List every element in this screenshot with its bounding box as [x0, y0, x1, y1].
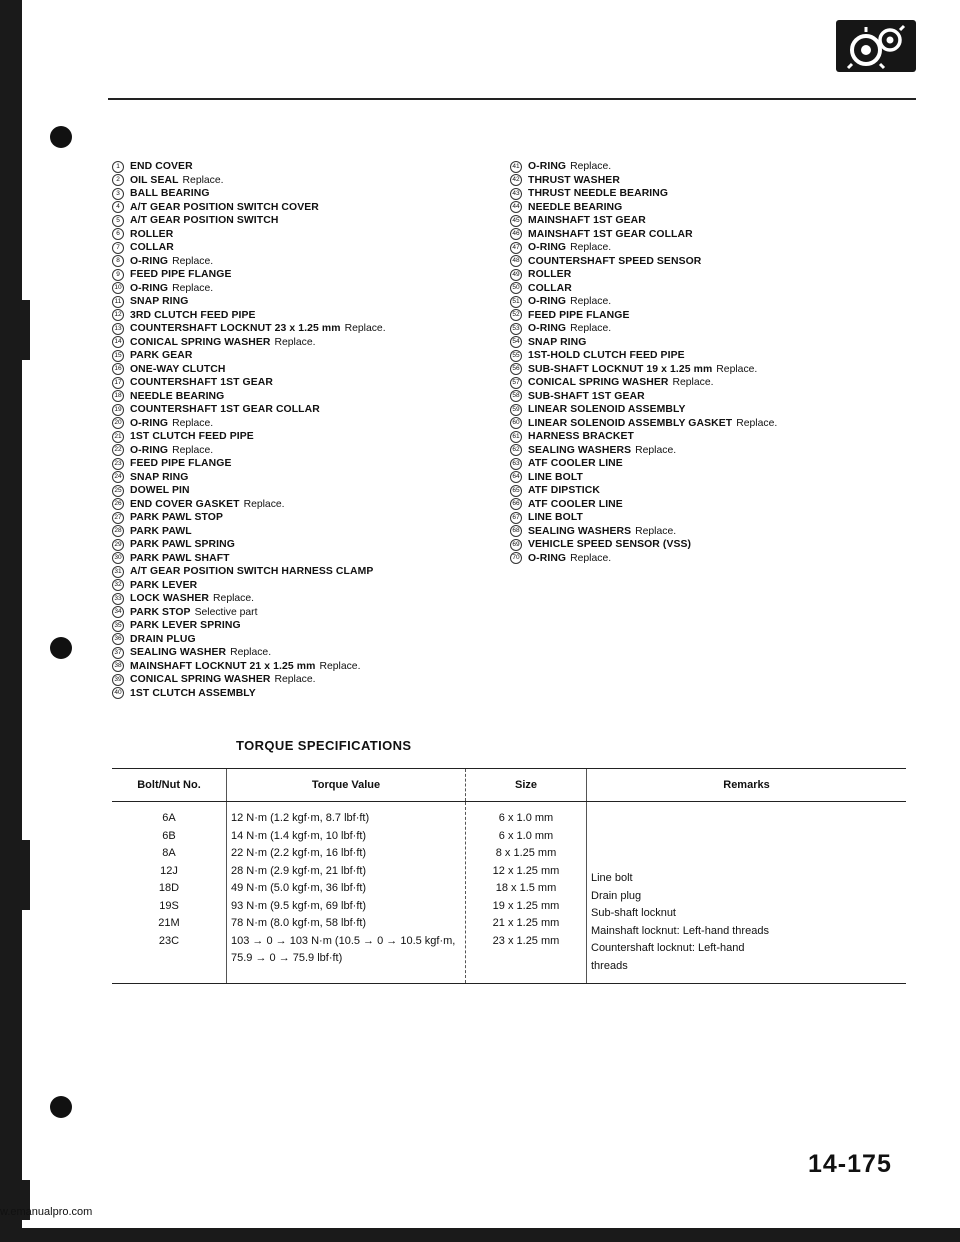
part-number-badge: 14 [112, 336, 124, 348]
part-name: DOWEL PIN [130, 485, 190, 496]
part-number-badge: 22 [112, 444, 124, 456]
part-name: SNAP RING [130, 471, 189, 483]
part-item [510, 417, 910, 431]
part-number-badge: 60 [510, 417, 522, 429]
part-item [510, 214, 910, 228]
part-name: PARK PAWL SPRING [130, 539, 235, 550]
part-name: ATF COOLER LINE [528, 458, 623, 469]
part-number-badge: 66 [510, 498, 522, 510]
part-item [510, 390, 910, 404]
part-number-badge: 32 [112, 579, 124, 591]
part-name: ATF DIPSTICK [528, 485, 601, 496]
part-note: Replace. [243, 498, 285, 510]
part-item [510, 309, 910, 323]
part-note: Replace. [716, 363, 758, 375]
part-item [510, 228, 910, 242]
part-item [112, 255, 512, 269]
torque-value: 14 N·m (1.4 kgf·m, 10 lbf·ft) [231, 829, 367, 842]
header-rule [108, 98, 916, 100]
part-item [112, 403, 512, 417]
part-name: NEEDLE BEARING [130, 390, 225, 402]
part-number-badge: 33 [112, 593, 124, 605]
part-number-badge: 59 [510, 404, 522, 416]
bolt-size: 21 x 1.25 mm [492, 917, 560, 929]
part-name: SEALING WASHERS [528, 525, 632, 537]
part-name: O-RING [528, 296, 567, 307]
part-name: ROLLER [528, 269, 572, 280]
part-note: Replace. [570, 242, 612, 253]
part-name: THRUST NEEDLE BEARING [528, 188, 669, 199]
part-number-badge: 19 [112, 404, 124, 416]
part-number-badge: 65 [510, 485, 522, 497]
part-item [112, 552, 512, 566]
part-number-badge: 57 [510, 377, 522, 389]
part-item [112, 376, 512, 390]
part-name: CONICAL SPRING WASHER [528, 377, 669, 388]
part-name: DRAIN PLUG [130, 633, 196, 645]
bottom-scan-strip [0, 1228, 960, 1242]
site-link[interactable]: w.emanualpro.com [0, 1206, 93, 1218]
torque-value: 103 → 0 → 103 N·m (10.5 → 0 → 10.5 kgf·m, [231, 934, 456, 947]
part-item [510, 376, 910, 390]
part-name: SUB-SHAFT 1ST GEAR [528, 390, 645, 402]
part-name: SUB-SHAFT LOCKNUT 19 x 1.25 mm [528, 363, 713, 375]
part-note: Replace. [672, 377, 714, 388]
part-name: 1ST CLUTCH FEED PIPE [130, 431, 254, 442]
torque-value: 28 N·m (2.9 kgf·m, 21 lbf·ft) [231, 864, 367, 877]
part-number-badge: 1 [112, 161, 124, 173]
part-item [510, 403, 910, 417]
part-name: A/T GEAR POSITION SWITCH HARNESS CLAMP [130, 566, 374, 577]
part-number-badge: 4 [112, 201, 124, 213]
part-name: A/T GEAR POSITION SWITCH [130, 215, 279, 226]
part-name: COLLAR [528, 282, 572, 294]
part-number-badge: 11 [112, 296, 124, 308]
part-number-badge: 63 [510, 458, 522, 470]
part-name: 1ST CLUTCH ASSEMBLY [130, 687, 256, 699]
part-number-badge: 20 [112, 417, 124, 429]
part-number-badge: 34 [112, 606, 124, 618]
part-number-badge: 23 [112, 458, 124, 470]
part-item [112, 525, 512, 539]
part-number-badge: 40 [112, 687, 124, 699]
part-number-badge: 70 [510, 552, 522, 564]
part-name: FEED PIPE FLANGE [130, 458, 232, 469]
bolt-number: 6B [162, 829, 176, 842]
part-number-badge: 44 [510, 201, 522, 213]
bolt-number: 19S [159, 899, 179, 912]
part-number-badge: 5 [112, 215, 124, 227]
torque-value: 78 N·m (8.0 kgf·m, 58 lbf·ft) [231, 917, 367, 929]
part-name: SEALING WASHER [130, 647, 227, 658]
part-number-badge: 64 [510, 471, 522, 483]
part-number-badge: 58 [510, 390, 522, 402]
part-number-badge: 31 [112, 566, 124, 578]
part-number-badge: 8 [112, 255, 124, 267]
part-item [510, 471, 910, 485]
part-note: Replace. [635, 525, 677, 537]
part-item [112, 498, 512, 512]
part-name: O-RING [130, 255, 169, 267]
part-name: NEEDLE BEARING [528, 201, 623, 213]
part-item [510, 511, 910, 525]
part-name: HARNESS BRACKET [528, 431, 634, 442]
part-note: Replace. [172, 417, 214, 429]
part-item [112, 336, 512, 350]
torque-spec-table [112, 768, 906, 984]
part-note: Replace. [213, 593, 255, 604]
part-name: END COVER GASKET [130, 498, 240, 510]
parts-list-right [510, 160, 910, 565]
part-number-badge: 43 [510, 188, 522, 200]
part-name: END COVER [130, 161, 193, 172]
part-name: ATF COOLER LINE [528, 498, 623, 510]
bolt-size: 8 x 1.25 mm [495, 847, 557, 859]
parts-list-left [112, 160, 512, 700]
part-note: Selective part [194, 606, 258, 618]
bolt-number: 6A [162, 812, 176, 824]
part-item [112, 187, 512, 201]
part-number-badge: 61 [510, 431, 522, 443]
scan-punch-mark [50, 126, 72, 148]
part-number-badge: 39 [112, 674, 124, 686]
remarks-cell [587, 802, 907, 984]
part-name: OIL SEAL [130, 174, 179, 186]
part-number-badge: 25 [112, 485, 124, 497]
part-item [112, 619, 512, 633]
part-name: 3RD CLUTCH FEED PIPE [130, 309, 256, 321]
part-name: PARK LEVER SPRING [130, 620, 241, 631]
part-name: O-RING [130, 417, 169, 429]
part-item [112, 565, 512, 579]
part-item [510, 444, 910, 458]
page-number: 14-175 [808, 1150, 892, 1178]
part-name: A/T GEAR POSITION SWITCH COVER [130, 201, 319, 213]
part-name: VEHICLE SPEED SENSOR (VSS) [528, 539, 692, 550]
part-number-badge: 48 [510, 255, 522, 267]
part-item [112, 214, 512, 228]
torque-value: 75.9 → 0 → 75.9 lbf·ft) [231, 952, 343, 964]
part-number-badge: 38 [112, 660, 124, 672]
part-item [112, 673, 512, 687]
part-note: Replace. [570, 323, 612, 334]
part-item [112, 592, 512, 606]
part-name: 1ST-HOLD CLUTCH FEED PIPE [528, 350, 685, 361]
part-name: MAINSHAFT 1ST GEAR [528, 215, 646, 226]
part-name: LINE BOLT [528, 512, 583, 523]
table-header-row [112, 769, 906, 802]
part-number-badge: 10 [112, 282, 124, 294]
part-name: LINEAR SOLENOID ASSEMBLY [528, 404, 686, 415]
part-item [112, 282, 512, 296]
part-name: O-RING [528, 242, 567, 253]
part-number-badge: 69 [510, 539, 522, 551]
part-name: MAINSHAFT 1ST GEAR COLLAR [528, 228, 693, 240]
bolt-size: 6 x 1.0 mm [498, 829, 554, 842]
section-title: TORQUE SPECIFICATIONS [236, 738, 412, 753]
scan-punch-mark [50, 637, 72, 659]
part-item [112, 268, 512, 282]
part-item [112, 444, 512, 458]
remark-line: Countershaft locknut: Left-hand [591, 942, 745, 954]
part-number-badge: 41 [510, 161, 522, 173]
part-item [510, 430, 910, 444]
part-item [112, 309, 512, 323]
part-item [112, 606, 512, 620]
transmission-gears-icon [836, 20, 916, 72]
part-item [112, 687, 512, 701]
binding-notch [0, 840, 30, 910]
part-note: Replace. [172, 255, 214, 267]
part-item [510, 295, 910, 309]
part-number-badge: 50 [510, 282, 522, 294]
part-number-badge: 13 [112, 323, 124, 335]
bolt-size: 12 x 1.25 mm [492, 864, 560, 877]
remark-line: Drain plug [591, 889, 642, 902]
part-item [510, 363, 910, 377]
part-number-badge: 36 [112, 633, 124, 645]
part-item [510, 160, 910, 174]
part-number-badge: 26 [112, 498, 124, 510]
bolt-cell [112, 802, 227, 984]
part-number-badge: 18 [112, 390, 124, 402]
part-number-badge: 35 [112, 620, 124, 632]
part-name: O-RING [528, 552, 567, 564]
part-item [112, 511, 512, 525]
torque-value: 22 N·m (2.2 kgf·m, 16 lbf·ft) [231, 847, 367, 859]
part-item [112, 160, 512, 174]
part-item [112, 417, 512, 431]
part-item [112, 174, 512, 188]
scan-punch-mark [50, 1096, 72, 1118]
part-item [112, 295, 512, 309]
part-name: LINE BOLT [528, 471, 583, 483]
col-header-size: Size [466, 769, 587, 802]
remark-line: Line bolt [591, 872, 633, 884]
part-name: COLLAR [130, 242, 174, 253]
part-item [510, 241, 910, 255]
part-name: CONICAL SPRING WASHER [130, 336, 271, 348]
part-item [510, 255, 910, 269]
part-number-badge: 62 [510, 444, 522, 456]
torque-value: 12 N·m (1.2 kgf·m, 8.7 lbf·ft) [231, 812, 370, 824]
part-item [510, 187, 910, 201]
part-name: SNAP RING [528, 336, 587, 348]
part-item [510, 525, 910, 539]
bolt-number: 18D [158, 882, 180, 894]
part-item [510, 349, 910, 363]
part-note: Replace. [172, 282, 214, 294]
part-name: SEALING WASHERS [528, 444, 632, 456]
part-item [112, 538, 512, 552]
part-note: Replace. [274, 674, 316, 685]
torque-value: 49 N·m (5.0 kgf·m, 36 lbf·ft) [231, 882, 367, 894]
part-name: PARK PAWL STOP [130, 512, 224, 523]
part-item [112, 430, 512, 444]
part-item [510, 484, 910, 498]
part-item [510, 498, 910, 512]
part-name: O-RING [130, 444, 169, 456]
part-item [510, 268, 910, 282]
part-number-badge: 67 [510, 512, 522, 524]
part-name: O-RING [130, 282, 169, 294]
binding-strip [0, 0, 22, 1242]
bolt-number: 23C [158, 934, 180, 947]
part-number-badge: 46 [510, 228, 522, 240]
col-header-remarks: Remarks [587, 769, 907, 802]
part-number-badge: 9 [112, 269, 124, 281]
bolt-number: 8A [162, 847, 176, 859]
part-number-badge: 7 [112, 242, 124, 254]
col-header-torque: Torque Value [227, 769, 466, 802]
part-number-badge: 30 [112, 552, 124, 564]
part-name: PARK PAWL SHAFT [130, 552, 230, 564]
part-note: Replace. [570, 161, 612, 172]
part-number-badge: 16 [112, 363, 124, 375]
part-name: PARK GEAR [130, 350, 193, 361]
part-name: COUNTERSHAFT LOCKNUT 23 x 1.25 mm [130, 323, 341, 334]
part-name: ROLLER [130, 228, 174, 240]
part-item [112, 322, 512, 336]
part-name: O-RING [528, 161, 567, 172]
part-name: ONE-WAY CLUTCH [130, 363, 226, 375]
part-item [510, 336, 910, 350]
part-number-badge: 27 [112, 512, 124, 524]
part-number-badge: 68 [510, 525, 522, 537]
remark-line: threads [591, 959, 628, 972]
part-item [112, 241, 512, 255]
part-name: COUNTERSHAFT 1ST GEAR COLLAR [130, 404, 320, 415]
bolt-size: 23 x 1.25 mm [492, 934, 560, 947]
remark-line: Sub-shaft locknut [591, 907, 676, 919]
part-number-badge: 6 [112, 228, 124, 240]
part-name: SNAP RING [130, 296, 189, 307]
part-item [112, 201, 512, 215]
part-note: Replace. [570, 552, 612, 564]
part-item [112, 579, 512, 593]
part-number-badge: 29 [112, 539, 124, 551]
part-number-badge: 28 [112, 525, 124, 537]
part-name: FEED PIPE FLANGE [130, 269, 232, 280]
size-cell [466, 802, 587, 984]
part-note: Replace. [182, 174, 224, 186]
part-item [112, 349, 512, 363]
part-note: Replace. [274, 336, 316, 348]
part-number-badge: 2 [112, 174, 124, 186]
part-name: BALL BEARING [130, 188, 210, 199]
part-number-badge: 21 [112, 431, 124, 443]
part-number-badge: 51 [510, 296, 522, 308]
part-number-badge: 42 [510, 174, 522, 186]
torque-value: 93 N·m (9.5 kgf·m, 69 lbf·ft) [231, 899, 367, 912]
part-item [510, 552, 910, 566]
part-name: FEED PIPE FLANGE [528, 309, 630, 321]
part-number-badge: 15 [112, 350, 124, 362]
part-item [112, 633, 512, 647]
part-number-badge: 52 [510, 309, 522, 321]
part-item [112, 646, 512, 660]
part-name: PARK LEVER [130, 579, 198, 591]
part-item [510, 538, 910, 552]
part-name: LOCK WASHER [130, 593, 210, 604]
part-note: Replace. [344, 323, 386, 334]
part-item [510, 322, 910, 336]
part-item [510, 174, 910, 188]
part-name: O-RING [528, 323, 567, 334]
part-number-badge: 53 [510, 323, 522, 335]
part-note: Replace. [570, 296, 612, 307]
part-item [112, 390, 512, 404]
part-name: MAINSHAFT LOCKNUT 21 x 1.25 mm [130, 660, 316, 672]
part-number-badge: 37 [112, 647, 124, 659]
part-number-badge: 3 [112, 188, 124, 200]
part-number-badge: 24 [112, 471, 124, 483]
part-name: PARK STOP [130, 606, 191, 618]
part-number-badge: 17 [112, 377, 124, 389]
part-number-badge: 54 [510, 336, 522, 348]
part-number-badge: 45 [510, 215, 522, 227]
bolt-size: 18 x 1.5 mm [495, 882, 557, 894]
part-name: CONICAL SPRING WASHER [130, 674, 271, 685]
part-number-badge: 55 [510, 350, 522, 362]
bolt-size: 19 x 1.25 mm [492, 899, 560, 912]
part-item [510, 457, 910, 471]
part-item [112, 457, 512, 471]
part-number-badge: 49 [510, 269, 522, 281]
col-header-bolt: Bolt/Nut No. [112, 769, 227, 802]
part-note: Replace. [635, 444, 677, 456]
part-item [112, 484, 512, 498]
table-row [112, 802, 906, 984]
bolt-number: 12J [160, 864, 178, 877]
part-note: Replace. [319, 660, 361, 672]
bolt-size: 6 x 1.0 mm [498, 812, 554, 824]
part-item [112, 228, 512, 242]
part-number-badge: 47 [510, 242, 522, 254]
part-item [510, 201, 910, 215]
part-number-badge: 56 [510, 363, 522, 375]
part-item [112, 471, 512, 485]
bolt-number: 21M [158, 917, 180, 929]
torque-cell [227, 802, 466, 984]
remark-line: Mainshaft locknut: Left-hand threads [591, 924, 769, 937]
binding-notch [0, 300, 30, 360]
part-name: PARK PAWL [130, 525, 192, 537]
part-number-badge: 12 [112, 309, 124, 321]
part-note: Replace. [230, 647, 272, 658]
part-note: Replace. [736, 417, 778, 429]
part-name: COUNTERSHAFT 1ST GEAR [130, 377, 273, 388]
part-item [510, 282, 910, 296]
part-item [112, 363, 512, 377]
part-item [112, 660, 512, 674]
part-note: Replace. [172, 444, 214, 456]
part-name: COUNTERSHAFT SPEED SENSOR [528, 255, 702, 267]
part-name: LINEAR SOLENOID ASSEMBLY GASKET [528, 417, 733, 429]
part-name: THRUST WASHER [528, 174, 620, 186]
